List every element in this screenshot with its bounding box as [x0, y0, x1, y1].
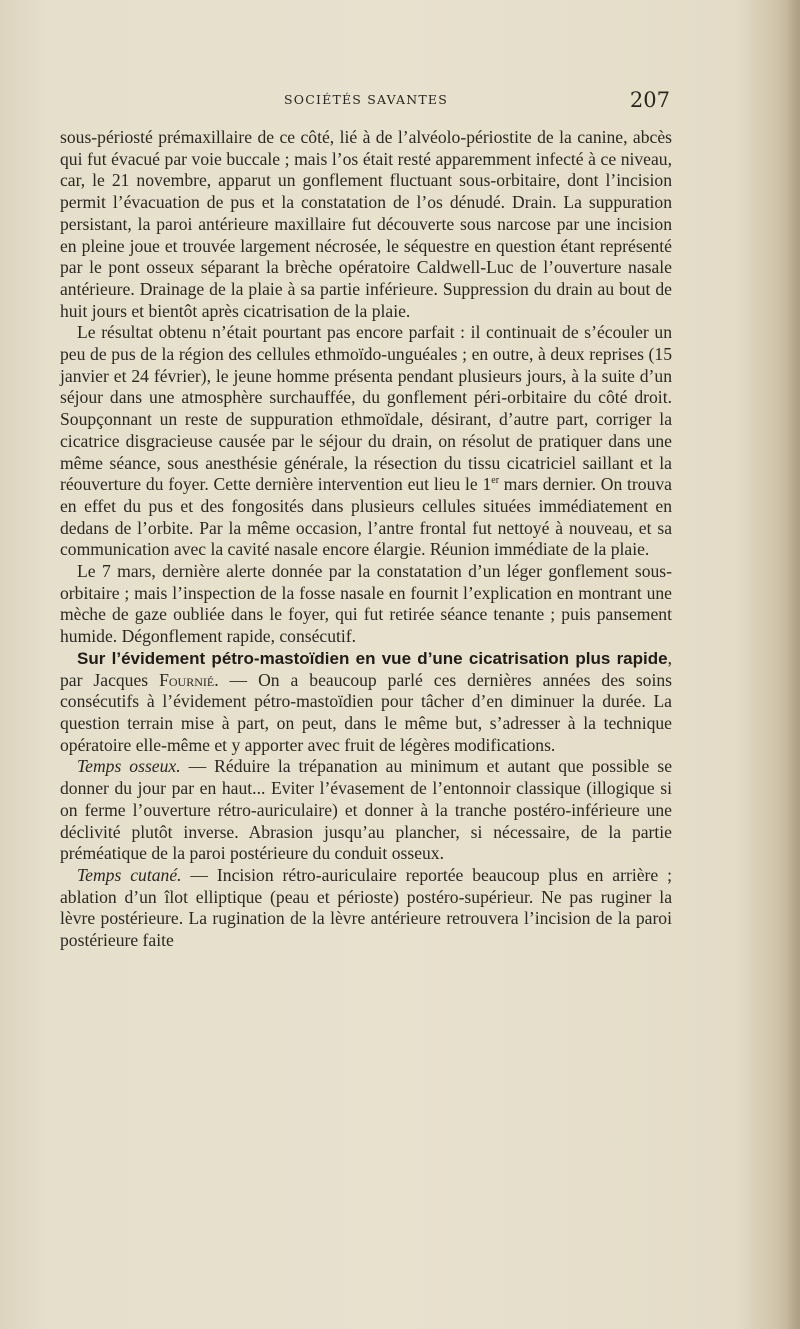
paragraph-bone-stage: [60, 756, 672, 865]
author-name: Fournié: [159, 669, 215, 690]
paragraph-text: Le 7 mars, dernière alerte donnée par la constatation d’un léger gonflement sous-orbitaire ; mais l’inspection de la fosse nasale en fournit l’explication en montrant une mèche de gaze oubliée dans le foyer, qui fut retirée séance tenante ; puis pansement humide. Dégonflement rapide, consécutif.: [60, 561, 672, 647]
paragraph-text: — Réduire la trépanation au minimum et autant que possible se donner du jour par en haut... Eviter l’évasement de l’entonnoir classique (illogique si on ferme l’ouverture rétro-auriculaire) et donner à la tranche postéro-inférieure une déclivité plutôt inverse. Abrasion jusqu’au plancher, si nécessaire, de la partie préméatique de la paroi postérieure du conduit osseux.: [60, 756, 673, 864]
paragraph-text: — Incision rétro-auriculaire reportée beaucoup plus en arrière ; ablation d’un îlot elliptique (peau et périoste) postéro-supérieur. Ne pas ruginer la lèvre postérieure. La rugination de la lèvre antérieure retrouvera l’incision de la paroi postérieure faite: [60, 864, 672, 951]
paragraph-case-continuation: [60, 127, 672, 322]
paragraph-march-alert: [60, 561, 672, 648]
page-edge-shadow: [786, 0, 800, 1329]
paragraph-communication: [60, 648, 672, 757]
body-text: [60, 127, 672, 952]
section-label: Temps osseux.: [77, 756, 181, 777]
paragraph-result: [60, 322, 672, 561]
section-label: Temps cutané.: [77, 864, 182, 885]
paragraph-text: . — On a beaucoup parlé ces dernières années des soins consécutifs à l’évidement pétro-mastoïdien pour tâcher d’en diminuer la durée. La question terrain mise à part, on peut, dans le même but, s’adresser à la technique opératoire elle-même et y apporter avec fruit de légères modifications.: [60, 669, 672, 755]
running-title: SOCIÉTÉS SAVANTES: [284, 92, 448, 107]
paragraph-skin-stage: [60, 865, 672, 952]
ordinal-superscript: er: [491, 475, 500, 487]
page-number: 207: [629, 88, 670, 112]
page-header: [60, 88, 672, 118]
paragraph-text: Le résultat obtenu n’était pourtant pas encore parfait : il continuait de s’écouler un peu de pus de la région des cellules ethmoïdo-unguéales ; en outre, à deux reprises (15 janvier et 24 février), le jeune homme présenta pendant plusieurs jours, à la suite d’un séjour dans une atmosphère surchauffée, du gonflement péri-orbitaire du côté droit. Soupçonnant un reste de suppuration ethmoïdale, désirant, d’autre part, corriger la cicatrice disgracieuse causée par le séjour du drain, on résolut de pratiquer dans une même séance, sous anesthésie générale, la résection du tissu cicatriciel saillant et la réouverture du foyer. Cette dernière intervention eut lieu le 1: [60, 322, 672, 495]
byline-text: , par Jacques: [60, 647, 672, 690]
paragraph-text: sous-périosté prémaxillaire de ce côté, lié à de l’alvéolo-périostite de la canine, abcès qui fut évacué par voie buccale ; mais l’os était resté apparemment infecté à ce niveau, car, le 21 novembre, apparut un gonflement fluctuant sous-orbitaire, dont l’incision permit l’évacuation de pus et la constatation de l’os dénudé. Drain. La suppuration persistant, la paroi antérieure maxillaire fut découverte sous narcose par une incision en pleine joue et trouvée largement nécrosée, le séquestre en question étant représenté par le pont osseux séparant la brèche opératoire Caldwell-Luc de l’ouverture nasale antérieure. Drainage de la plaie à sa partie inférieure. Suppression du drain au bout de huit jours et bientôt après cicatrisation de la plaie.: [60, 127, 672, 321]
communication-title: Sur l’évidement pétro-mastoïdien en vue d’une cicatrisation plus rapide: [77, 648, 668, 668]
paragraph-text: mars dernier. On trouva en effet du pus et des fongosités dans plusieurs cellules situées immédiatement en dedans de l’orbite. Par la même occasion, l’antre frontal fut nettoyé à nouveau, et sa communication avec la cavité nasale encore élargie. Réunion immédiate de la plaie.: [60, 474, 672, 560]
